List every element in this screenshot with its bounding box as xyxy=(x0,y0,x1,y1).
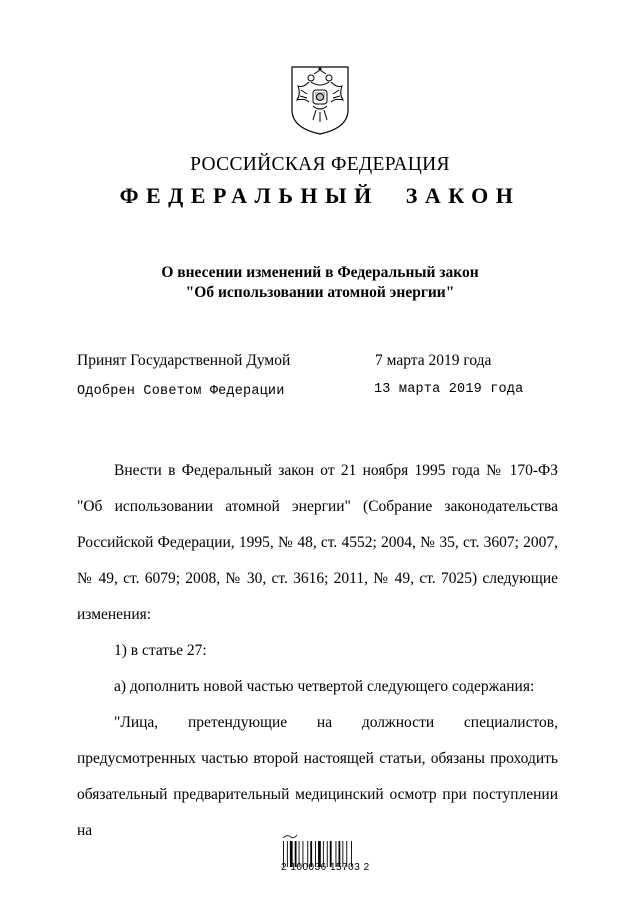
coat-of-arms-emblem xyxy=(289,64,351,136)
law-title xyxy=(0,263,640,303)
document-type: ФЕДЕРАЛЬНЫЙ ЗАКОН xyxy=(119,183,521,208)
council-approval-label: Одобрен Советом Федерации xyxy=(77,384,285,399)
duma-adoption-label: Принят Государственной Думой xyxy=(77,352,291,369)
council-approval-date: 13 марта 2019 года xyxy=(374,382,524,397)
law-title-line-1: О внесении изменений в Федеральный закон xyxy=(161,264,479,281)
item-1: 1) в статье 27: xyxy=(114,642,207,659)
barcode-number: 2 100036 15703 2 xyxy=(281,862,370,873)
duma-adoption-date: 7 марта 2019 года xyxy=(375,352,492,369)
law-title-line-2: "Об использовании атомной энергии" xyxy=(185,284,455,301)
item-1a: а) дополнить новой частью четвертой следующего содержания: xyxy=(114,678,535,695)
quoted-text-paragraph: "Лица, претендующие на должности специалистов, предусмотренных частью второй настоящей статьи, обязаны проходить обязательный предварительный медицинский осмотр при поступлении на xyxy=(77,714,558,839)
intro-paragraph: Внести в Федеральный закон от 21 ноября 1995 года № 170-ФЗ "Об использовании атомной энергии" (Собрание законодательства Российской Федерации, 1995, № 48, ст. 4552; 2004, № 35, ст. 3607; 2007, № 49, ст. 6079; 2008, № 30, ст. 3616; 2011, № 49, ст. 7025) следующие изменения: xyxy=(77,462,558,623)
country-name: РОССИЙСКАЯ ФЕДЕРАЦИЯ xyxy=(190,154,450,175)
